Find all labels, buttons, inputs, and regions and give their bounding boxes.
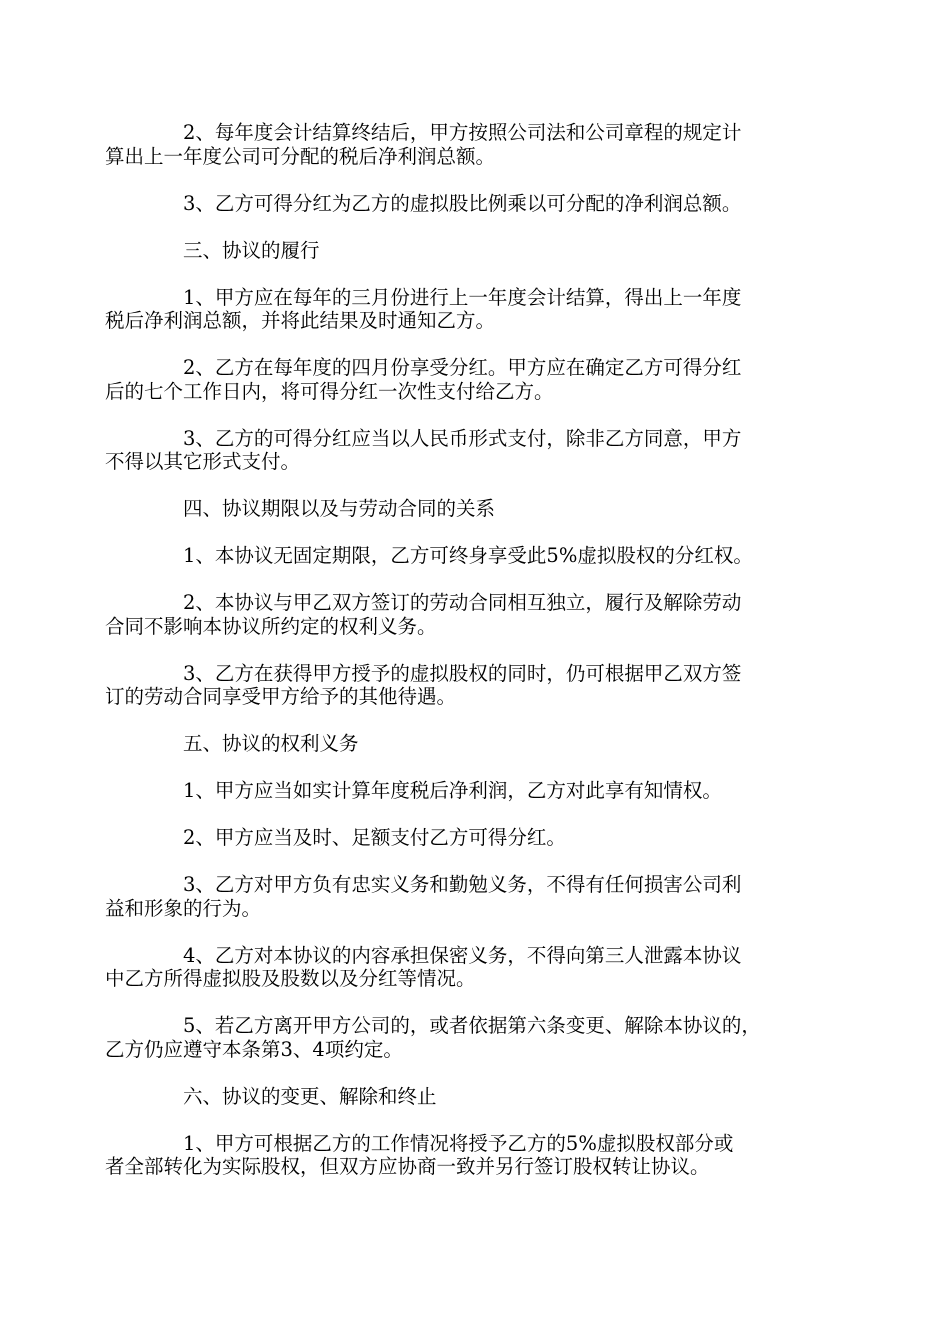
paragraph — [105, 356, 808, 403]
paragraph-line: 2、甲方应当及时、足额支付乙方可得分红。 — [183, 826, 566, 849]
paragraph-line: 1、甲方应当如实计算年度税后净利润，乙方对此享有知情权。 — [183, 779, 722, 802]
paragraph-line: 税后净利润总额，并将此结果及时通知乙方。 — [105, 309, 496, 332]
document-page — [105, 121, 808, 1202]
paragraph — [144, 1085, 808, 1109]
paragraph-line: 2、本协议与甲乙双方签订的劳动合同相互独立，履行及解除劳动 — [183, 591, 742, 614]
paragraph-line: 不得以其它形式支付。 — [105, 450, 301, 473]
paragraph — [105, 943, 808, 991]
paragraph-line: 3、乙方可得分红为乙方的虚拟股比例乘以可分配的净利润总额。 — [183, 191, 742, 215]
paragraph-line: 合同不影响本协议所约定的权利义务。 — [105, 614, 437, 638]
paragraph — [105, 591, 808, 638]
paragraph — [105, 873, 808, 920]
paragraph — [105, 1131, 808, 1179]
paragraph — [144, 779, 808, 803]
paragraph-line: 六、协议的变更、解除和终止 — [183, 1084, 437, 1108]
paragraph-line: 四、协议期限以及与劳动合同的关系 — [183, 497, 496, 520]
paragraph — [105, 285, 808, 333]
paragraph-line: 者全部转化为实际股权，但双方应协商一致并另行签订股权转让协议。 — [105, 1155, 710, 1178]
paragraph — [105, 661, 808, 709]
paragraph-line: 1、本协议无固定期限，乙方可终身享受此5%虚拟股权的分红权。 — [183, 544, 753, 567]
paragraph-line: 4、乙方对本协议的内容承担保密义务，不得向第三人泄露本协议 — [183, 943, 742, 967]
paragraph-line: 中乙方所得虚拟股及股数以及分红等情况。 — [105, 967, 476, 990]
paragraph — [144, 826, 808, 850]
paragraph-line: 3、乙方的可得分红应当以人民币形式支付，除非乙方同意，甲方 — [183, 426, 742, 450]
paragraph-line: 5、若乙方离开甲方公司的，或者依据第六条变更、解除本协议的， — [183, 1014, 761, 1037]
paragraph-line: 3、乙方对甲方负有忠实义务和勤勉义务，不得有任何损害公司利 — [183, 873, 742, 896]
paragraph-line: 三、协议的履行 — [183, 238, 320, 262]
paragraph — [144, 544, 808, 568]
paragraph-line: 1、甲方可根据乙方的工作情况将授予乙方的5%虚拟股权部分或 — [183, 1131, 734, 1155]
paragraph-line: 订的劳动合同享受甲方给予的其他待遇。 — [105, 685, 457, 708]
paragraph-line: 算出上一年度公司可分配的税后净利润总额。 — [105, 144, 496, 168]
paragraph-line: 2、每年度会计结算终结后，甲方按照公司法和公司章程的规定计 — [183, 121, 742, 144]
paragraph-line: 后的七个工作日内，将可得分红一次性支付给乙方。 — [105, 379, 554, 403]
paragraph-line: 益和形象的行为。 — [105, 896, 262, 920]
paragraph — [144, 192, 808, 216]
paragraph-line: 2、乙方在每年度的四月份享受分红。甲方应在确定乙方可得分红 — [183, 356, 742, 379]
paragraph-line: 五、协议的权利义务 — [183, 732, 359, 755]
paragraph-line: 3、乙方在获得甲方授予的虚拟股权的同时，仍可根据甲乙双方签 — [183, 661, 742, 685]
paragraph — [144, 497, 808, 521]
paragraph — [105, 426, 808, 474]
paragraph-line: 乙方仍应遵守本条第3、4项约定。 — [105, 1037, 403, 1061]
paragraph — [144, 732, 808, 756]
paragraph — [144, 239, 808, 263]
paragraph — [105, 121, 808, 168]
paragraph — [105, 1014, 808, 1061]
paragraph-line: 1、甲方应在每年的三月份进行上一年度会计结算，得出上一年度 — [183, 285, 742, 309]
